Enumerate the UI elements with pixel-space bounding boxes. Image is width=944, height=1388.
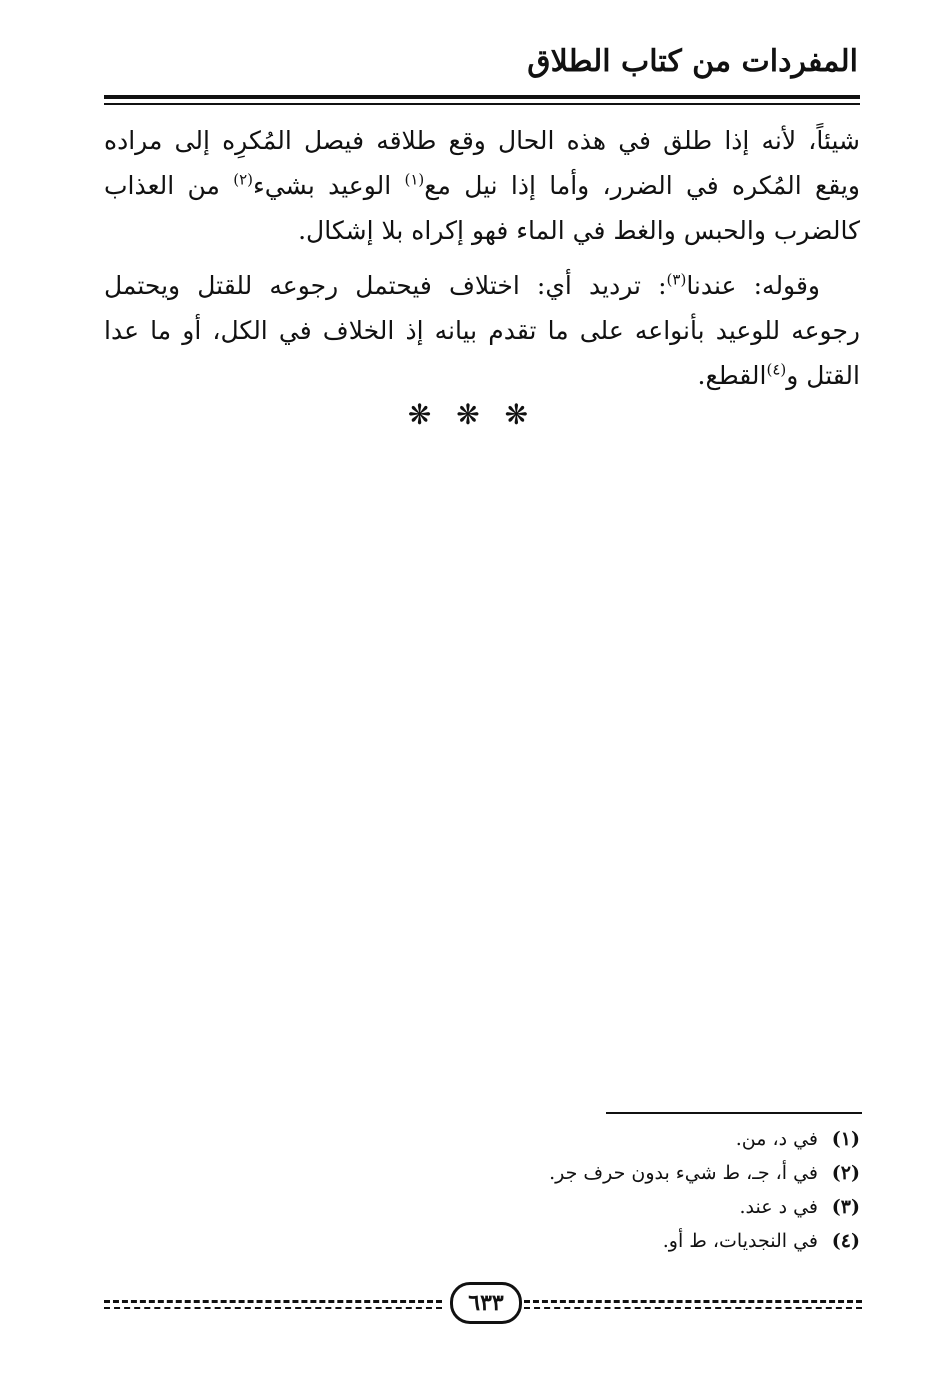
footnote-text: في النجديات، ط أو. bbox=[662, 1230, 818, 1252]
paragraph-2-part-1: وقوله: عندنا bbox=[686, 271, 820, 300]
footer-dashed-line-left bbox=[104, 1300, 442, 1303]
footnote-number: (٤) bbox=[831, 1230, 860, 1252]
footnote-item bbox=[300, 1190, 860, 1224]
footnote-item bbox=[300, 1224, 860, 1258]
footnote-item bbox=[300, 1122, 860, 1156]
footer-dashed-line-left-lower bbox=[104, 1307, 442, 1309]
footnote-ref-4: (٤) bbox=[766, 360, 787, 379]
footnote-ref-2: (٢) bbox=[233, 170, 253, 189]
paragraph-1 bbox=[104, 118, 860, 253]
main-text bbox=[104, 118, 860, 408]
paragraph-2 bbox=[104, 263, 860, 398]
section-separator-ornament: ❋ ❋ ❋ bbox=[407, 398, 537, 431]
footnote-separator-rule bbox=[606, 1112, 862, 1114]
footnote-number: (٣) bbox=[831, 1196, 860, 1218]
paragraph-2-part-3: القطع. bbox=[697, 361, 767, 390]
footnote-text: في أ، جـ، ط شيء بدون حرف جر. bbox=[549, 1162, 818, 1184]
footer-dashed-line-right bbox=[524, 1300, 862, 1303]
footnote-item bbox=[300, 1156, 860, 1190]
footnote-number: (٢) bbox=[831, 1162, 860, 1184]
running-header: المفردات من كتاب الطلاق bbox=[527, 44, 858, 79]
footnote-text: في د عند. bbox=[739, 1196, 818, 1218]
header-rule-thin bbox=[104, 103, 860, 105]
footnote-ref-3: (٣) bbox=[666, 270, 687, 289]
footnote-ref-1: (١) bbox=[404, 170, 425, 189]
footer-dashed-line-right-lower bbox=[524, 1307, 862, 1309]
footnotes-list bbox=[300, 1122, 860, 1258]
paragraph-1-part-2: الوعيد بشيء bbox=[252, 171, 405, 200]
header-rule-thick bbox=[104, 95, 860, 99]
paragraph-2-part-2: : ترديد أي: اختلاف فيحتمل رجوعه للقتل ويحتمل رجوعه للوعيد بأنواعه على ما تقدم بيانه إذ الخلاف في الكل، أو ما عدا القتل و bbox=[104, 271, 860, 390]
paragraph-1-part-3: من العذاب كالضرب والحبس والغط في الماء فهو إكراه بلا إشكال. bbox=[104, 171, 860, 245]
page-number-badge: ٦٣٣ bbox=[450, 1282, 522, 1324]
footnote-text: في د، من. bbox=[735, 1128, 818, 1150]
footnote-number: (١) bbox=[831, 1128, 860, 1150]
page-footer bbox=[104, 1282, 862, 1322]
paragraph-1-part-1: شيئاً، لأنه إذا طلق في هذه الحال وقع طلاقه فيصل المُكرِه إلى مراده ويقع المُكره في الضرر، وأما إذا نيل مع bbox=[104, 126, 860, 200]
